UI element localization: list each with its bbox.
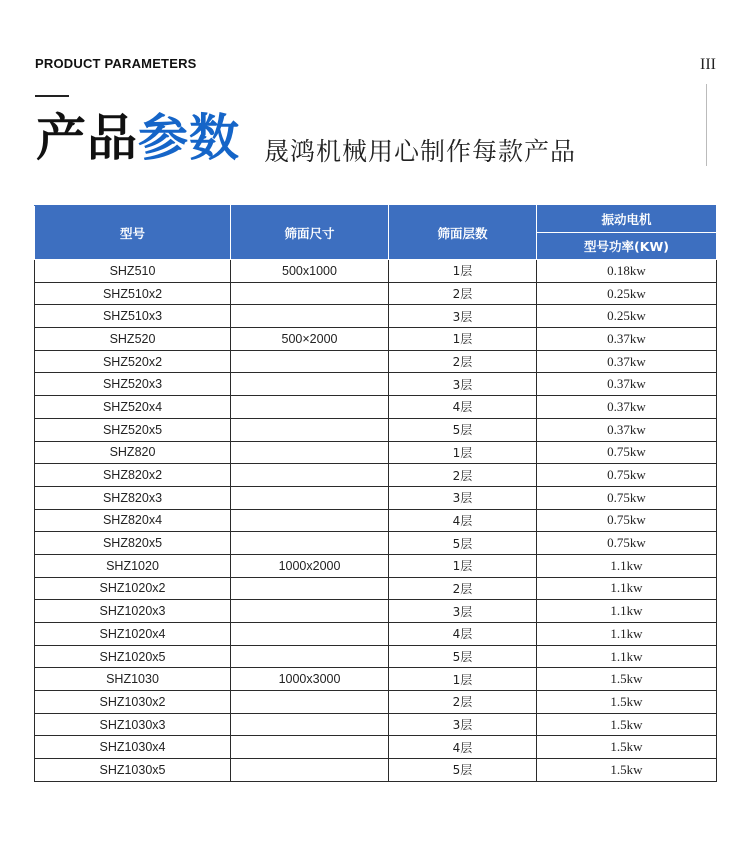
table-row xyxy=(35,532,717,555)
cell-power: 0.18kw xyxy=(537,260,717,283)
cell-model: SHZ1030x4 xyxy=(35,736,231,759)
table-row xyxy=(35,328,717,351)
cell-layers: 2层 xyxy=(389,577,537,600)
cell-model: SHZ520x2 xyxy=(35,350,231,373)
table-row xyxy=(35,282,717,305)
cell-layers: 4层 xyxy=(389,396,537,419)
cell-model: SHZ520x3 xyxy=(35,373,231,396)
cell-layers: 5层 xyxy=(389,418,537,441)
cell-layers: 3层 xyxy=(389,486,537,509)
cell-layers: 3层 xyxy=(389,373,537,396)
table-row xyxy=(35,509,717,532)
cell-model: SHZ520x4 xyxy=(35,396,231,419)
cell-power: 0.75kw xyxy=(537,509,717,532)
cell-layers: 2层 xyxy=(389,464,537,487)
cell-size xyxy=(231,691,389,714)
cell-layers: 1层 xyxy=(389,554,537,577)
table-row xyxy=(35,691,717,714)
cell-model: SHZ820x2 xyxy=(35,464,231,487)
header-layers: 筛面层数 xyxy=(389,206,537,260)
cell-layers: 3层 xyxy=(389,713,537,736)
page-subtitle: 晟鸿机械用心制作每款产品 xyxy=(264,137,577,166)
page-title xyxy=(36,106,240,170)
cell-size xyxy=(231,282,389,305)
cell-power: 0.75kw xyxy=(537,464,717,487)
table-row xyxy=(35,441,717,464)
cell-layers: 3层 xyxy=(389,600,537,623)
cell-power: 0.37kw xyxy=(537,328,717,351)
cell-size xyxy=(231,509,389,532)
cell-layers: 5层 xyxy=(389,532,537,555)
cell-power: 1.5kw xyxy=(537,713,717,736)
table-row xyxy=(35,713,717,736)
cell-model: SHZ1020x3 xyxy=(35,600,231,623)
cell-size xyxy=(231,736,389,759)
cell-layers: 4层 xyxy=(389,736,537,759)
cell-power: 1.1kw xyxy=(537,645,717,668)
cell-power: 0.25kw xyxy=(537,305,717,328)
table-row xyxy=(35,373,717,396)
table-row xyxy=(35,668,717,691)
table-row xyxy=(35,305,717,328)
cell-layers: 2层 xyxy=(389,691,537,714)
cell-power: 0.75kw xyxy=(537,486,717,509)
parameters-table xyxy=(34,205,717,782)
cell-layers: 5层 xyxy=(389,759,537,782)
page-number: III xyxy=(700,56,716,73)
cell-size xyxy=(231,713,389,736)
table-row xyxy=(35,464,717,487)
cell-model: SHZ1030x3 xyxy=(35,713,231,736)
cell-power: 0.37kw xyxy=(537,396,717,419)
cell-power: 0.75kw xyxy=(537,532,717,555)
table-body xyxy=(35,260,717,782)
cell-model: SHZ1020 xyxy=(35,554,231,577)
cell-model: SHZ820x5 xyxy=(35,532,231,555)
english-section-title: PRODUCT PARAMETERS xyxy=(35,56,197,71)
table-row xyxy=(35,350,717,373)
cell-model: SHZ1020x2 xyxy=(35,577,231,600)
vertical-divider xyxy=(706,84,707,166)
table-row xyxy=(35,645,717,668)
cell-model: SHZ510x2 xyxy=(35,282,231,305)
header-power: 型号功率(KW) xyxy=(537,233,717,260)
cell-power: 0.37kw xyxy=(537,350,717,373)
cell-layers: 1层 xyxy=(389,441,537,464)
cell-layers: 4层 xyxy=(389,623,537,646)
cell-layers: 1层 xyxy=(389,328,537,351)
cell-layers: 2层 xyxy=(389,350,537,373)
cell-size xyxy=(231,600,389,623)
cell-size xyxy=(231,645,389,668)
cell-model: SHZ1030x5 xyxy=(35,759,231,782)
cell-size xyxy=(231,759,389,782)
cell-model: SHZ510 xyxy=(35,260,231,283)
page-title-part2: 参数 xyxy=(138,109,240,167)
cell-model: SHZ1020x5 xyxy=(35,645,231,668)
table-row xyxy=(35,260,717,283)
cell-power: 0.25kw xyxy=(537,282,717,305)
cell-power: 1.1kw xyxy=(537,554,717,577)
cell-size xyxy=(231,486,389,509)
cell-size: 500×2000 xyxy=(231,328,389,351)
cell-size xyxy=(231,418,389,441)
cell-layers: 1层 xyxy=(389,260,537,283)
cell-layers: 4层 xyxy=(389,509,537,532)
cell-power: 0.75kw xyxy=(537,441,717,464)
cell-model: SHZ1030 xyxy=(35,668,231,691)
cell-size xyxy=(231,623,389,646)
cell-power: 1.5kw xyxy=(537,668,717,691)
cell-power: 1.1kw xyxy=(537,600,717,623)
cell-model: SHZ520x5 xyxy=(35,418,231,441)
cell-size: 1000x3000 xyxy=(231,668,389,691)
cell-power: 1.5kw xyxy=(537,759,717,782)
cell-power: 0.37kw xyxy=(537,418,717,441)
table-row xyxy=(35,486,717,509)
table-header xyxy=(35,206,717,260)
cell-power: 1.1kw xyxy=(537,623,717,646)
cell-model: SHZ820 xyxy=(35,441,231,464)
title-dash xyxy=(35,95,69,97)
cell-size xyxy=(231,396,389,419)
cell-model: SHZ520 xyxy=(35,328,231,351)
cell-size xyxy=(231,532,389,555)
cell-power: 1.1kw xyxy=(537,577,717,600)
table-row xyxy=(35,396,717,419)
page-title-part1: 产品 xyxy=(36,109,138,167)
table-row xyxy=(35,736,717,759)
table-row xyxy=(35,418,717,441)
table-row xyxy=(35,600,717,623)
cell-size xyxy=(231,350,389,373)
cell-layers: 1层 xyxy=(389,668,537,691)
cell-model: SHZ510x3 xyxy=(35,305,231,328)
cell-power: 0.37kw xyxy=(537,373,717,396)
cell-size xyxy=(231,305,389,328)
cell-layers: 5层 xyxy=(389,645,537,668)
cell-size: 1000x2000 xyxy=(231,554,389,577)
table-row xyxy=(35,759,717,782)
cell-model: SHZ820x3 xyxy=(35,486,231,509)
table-row xyxy=(35,554,717,577)
cell-power: 1.5kw xyxy=(537,736,717,759)
cell-layers: 3层 xyxy=(389,305,537,328)
cell-layers: 2层 xyxy=(389,282,537,305)
cell-model: SHZ1020x4 xyxy=(35,623,231,646)
cell-size: 500x1000 xyxy=(231,260,389,283)
cell-size xyxy=(231,577,389,600)
header-motor: 振动电机 xyxy=(537,206,717,233)
cell-size xyxy=(231,464,389,487)
table-row xyxy=(35,623,717,646)
cell-model: SHZ820x4 xyxy=(35,509,231,532)
cell-size xyxy=(231,441,389,464)
table-row xyxy=(35,577,717,600)
cell-size xyxy=(231,373,389,396)
cell-model: SHZ1030x2 xyxy=(35,691,231,714)
cell-power: 1.5kw xyxy=(537,691,717,714)
header-model: 型号 xyxy=(35,206,231,260)
header-size: 筛面尺寸 xyxy=(231,206,389,260)
